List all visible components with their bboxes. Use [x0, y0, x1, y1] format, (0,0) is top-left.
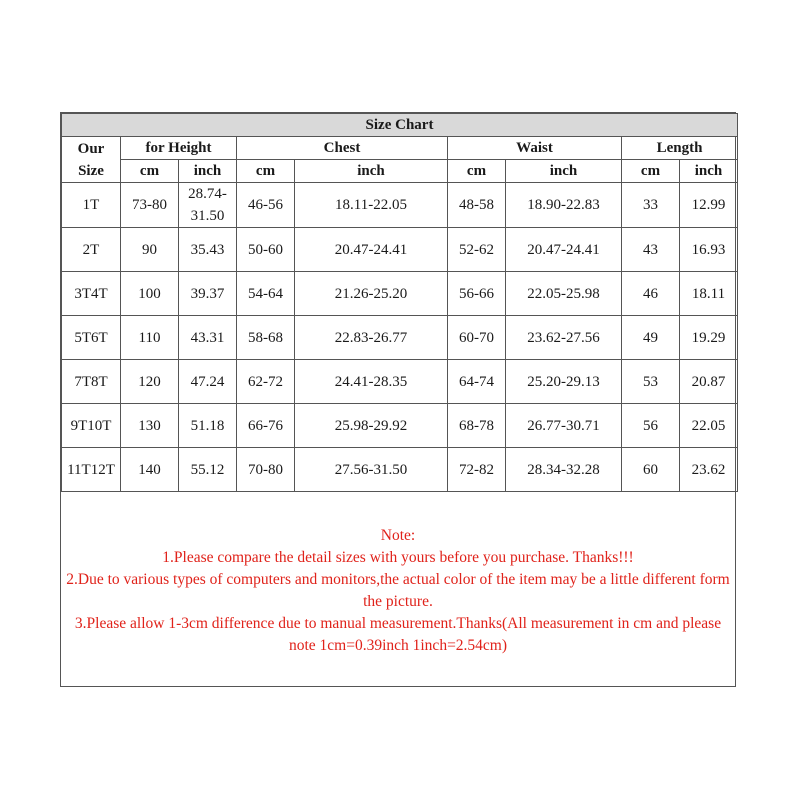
cell-w-inch: 23.62-27.56	[506, 316, 622, 360]
cell-w-cm: 72-82	[448, 448, 506, 492]
cell-w-inch: 18.90-22.83	[506, 183, 622, 228]
cell-c-cm: 58-68	[237, 316, 295, 360]
cell-h-cm: 90	[121, 228, 179, 272]
cell-c-cm: 50-60	[237, 228, 295, 272]
cell-h-inch: 47.24	[179, 360, 237, 404]
unit-header-cm: cm	[622, 160, 680, 183]
cell-c-inch: 21.26-25.20	[295, 272, 448, 316]
note-heading: Note:	[380, 527, 416, 544]
size-chart	[60, 112, 736, 687]
cell-w-inch: 26.77-30.71	[506, 404, 622, 448]
cell-h-inch: 28.74-31.50	[179, 183, 237, 228]
table-row	[62, 404, 738, 448]
cell-h-cm: 130	[121, 404, 179, 448]
note-line-1: 1.Please compare the detail sizes with yours before you purchase. Thanks!!!	[162, 549, 634, 566]
cell-w-cm: 48-58	[448, 183, 506, 228]
cell-h-inch: 39.37	[179, 272, 237, 316]
chest-header: Chest	[237, 137, 448, 160]
cell-c-inch: 20.47-24.41	[295, 228, 448, 272]
cell-size: 1T	[62, 183, 121, 228]
table-row	[62, 316, 738, 360]
cell-w-cm: 52-62	[448, 228, 506, 272]
cell-h-inch: 51.18	[179, 404, 237, 448]
unit-header-inch: inch	[295, 160, 448, 183]
cell-l-inch: 19.29	[680, 316, 738, 360]
cell-w-cm: 64-74	[448, 360, 506, 404]
length-header: Length	[622, 137, 738, 160]
size-table	[61, 113, 738, 492]
table-title: Size Chart	[62, 114, 738, 137]
cell-w-cm: 68-78	[448, 404, 506, 448]
cell-c-cm: 66-76	[237, 404, 295, 448]
unit-header-cm: cm	[121, 160, 179, 183]
unit-header-cm: cm	[237, 160, 295, 183]
note-line-2: 2.Due to various types of computers and monitors,the actual color of the item may be a little different form the picture.	[66, 571, 730, 610]
cell-l-inch: 12.99	[680, 183, 738, 228]
unit-header-inch: inch	[179, 160, 237, 183]
our-size-header-line2: Size	[78, 162, 104, 179]
cell-w-inch: 22.05-25.98	[506, 272, 622, 316]
cell-w-cm: 56-66	[448, 272, 506, 316]
cell-c-cm: 46-56	[237, 183, 295, 228]
cell-h-cm: 73-80	[121, 183, 179, 228]
waist-header: Waist	[448, 137, 622, 160]
table-row	[62, 183, 738, 228]
table-row	[62, 228, 738, 272]
cell-c-inch: 25.98-29.92	[295, 404, 448, 448]
table-row	[62, 360, 738, 404]
cell-size: 7T8T	[62, 360, 121, 404]
unit-header-cm: cm	[448, 160, 506, 183]
table-row	[62, 448, 738, 492]
cell-h-cm: 110	[121, 316, 179, 360]
cell-h-inch: 35.43	[179, 228, 237, 272]
cell-l-cm: 46	[622, 272, 680, 316]
cell-c-inch: 18.11-22.05	[295, 183, 448, 228]
cell-l-inch: 18.11	[680, 272, 738, 316]
cell-w-inch: 28.34-32.28	[506, 448, 622, 492]
cell-size: 3T4T	[62, 272, 121, 316]
cell-h-inch: 43.31	[179, 316, 237, 360]
cell-size: 9T10T	[62, 404, 121, 448]
cell-l-cm: 56	[622, 404, 680, 448]
cell-l-inch: 22.05	[680, 404, 738, 448]
cell-size: 5T6T	[62, 316, 121, 360]
cell-w-cm: 60-70	[448, 316, 506, 360]
unit-header-inch: inch	[680, 160, 738, 183]
cell-c-cm: 62-72	[237, 360, 295, 404]
cell-l-inch: 16.93	[680, 228, 738, 272]
cell-l-inch: 23.62	[680, 448, 738, 492]
cell-size: 11T12T	[62, 448, 121, 492]
cell-size: 2T	[62, 228, 121, 272]
cell-c-inch: 24.41-28.35	[295, 360, 448, 404]
cell-l-cm: 33	[622, 183, 680, 228]
cell-h-cm: 140	[121, 448, 179, 492]
cell-h-cm: 120	[121, 360, 179, 404]
note-section	[61, 489, 735, 687]
cell-c-cm: 70-80	[237, 448, 295, 492]
cell-c-inch: 27.56-31.50	[295, 448, 448, 492]
our-size-header	[62, 137, 121, 183]
cell-l-inch: 20.87	[680, 360, 738, 404]
height-header: for Height	[121, 137, 237, 160]
our-size-header-line1: Our	[77, 140, 105, 157]
cell-l-cm: 49	[622, 316, 680, 360]
cell-h-inch: 55.12	[179, 448, 237, 492]
table-row	[62, 272, 738, 316]
note-line-3: 3.Please allow 1-3cm difference due to manual measurement.Thanks(All measurement in cm and please note 1cm=0.39inch 1inch=2.54cm)	[74, 615, 722, 654]
cell-w-inch: 25.20-29.13	[506, 360, 622, 404]
cell-l-cm: 60	[622, 448, 680, 492]
cell-l-cm: 43	[622, 228, 680, 272]
cell-c-inch: 22.83-26.77	[295, 316, 448, 360]
cell-c-cm: 54-64	[237, 272, 295, 316]
unit-header-inch: inch	[506, 160, 622, 183]
cell-h-cm: 100	[121, 272, 179, 316]
cell-w-inch: 20.47-24.41	[506, 228, 622, 272]
cell-l-cm: 53	[622, 360, 680, 404]
